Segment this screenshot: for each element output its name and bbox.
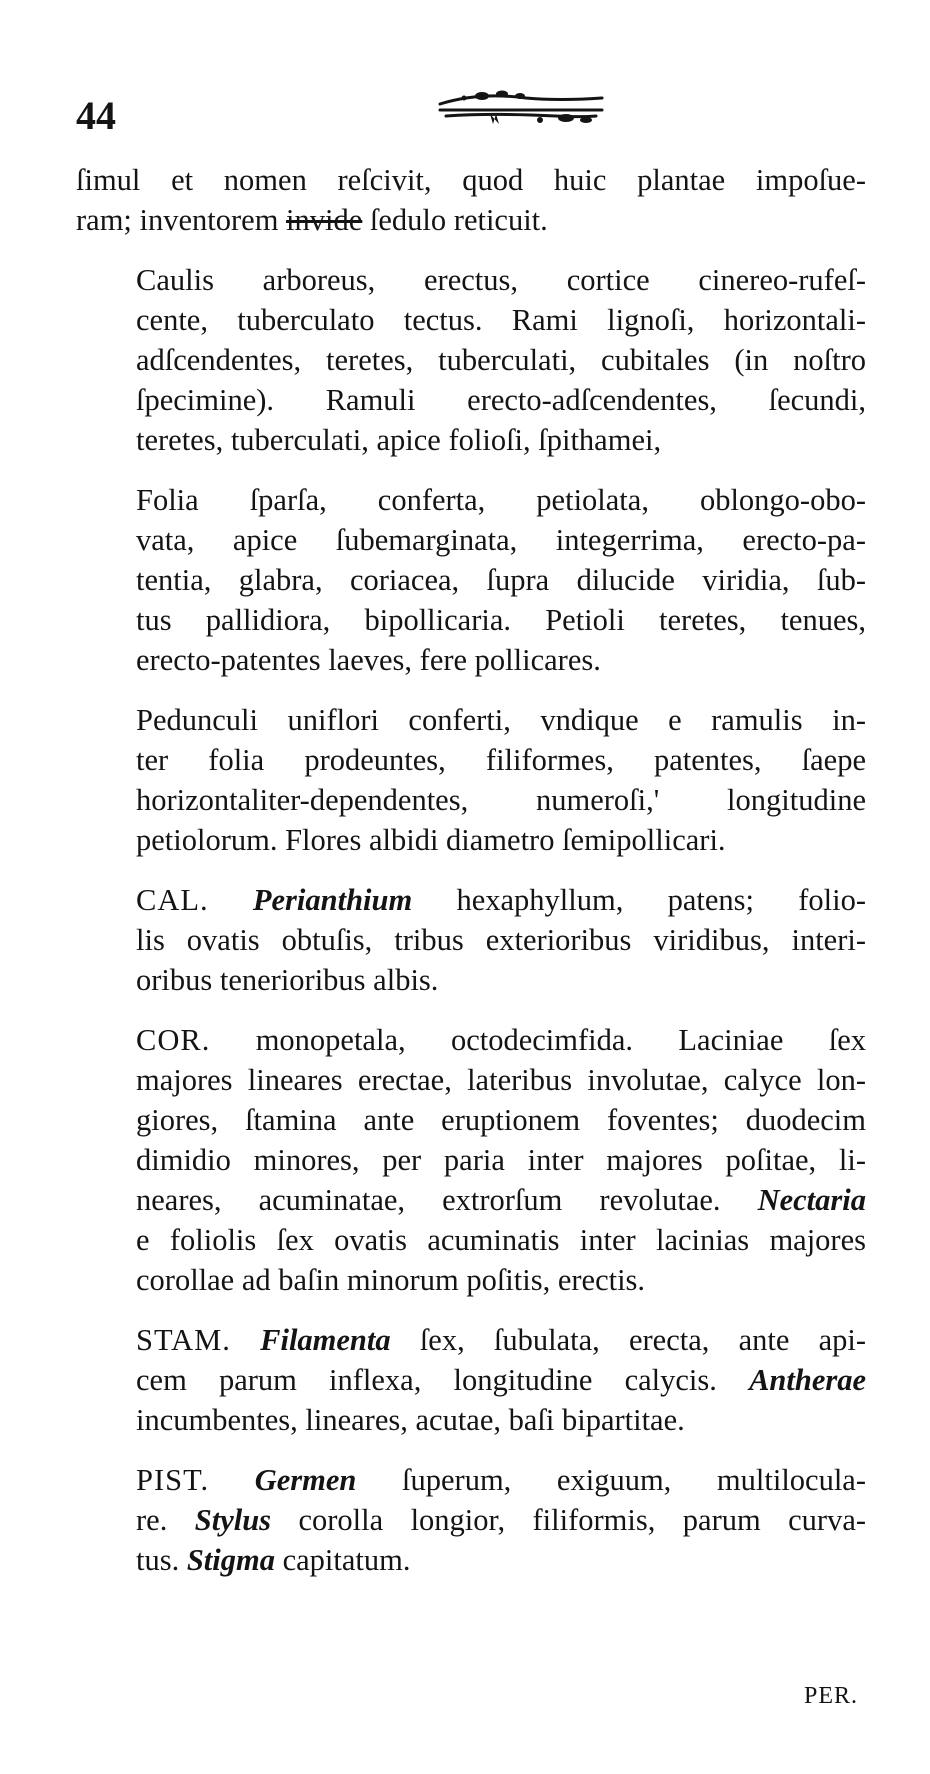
body-text [76, 160, 866, 1600]
paragraph-cor [76, 1020, 866, 1300]
text-line: oribus tenerioribus albis. [136, 963, 439, 997]
text-line: tentia, glabra, coriacea, ſupra dilucide viridia, ſub- [136, 563, 866, 597]
text-segment: hexaphyllum, patens; folio- [412, 883, 867, 917]
section-label: COR. [136, 1023, 211, 1057]
text-line [76, 1020, 866, 1060]
text-line: erecto-patentes laeves, fere pollicares. [136, 643, 601, 677]
text-line: ſpecimine). Ramuli erecto-adſcendentes, ſecundi, [136, 383, 866, 417]
page-number: 44 [76, 93, 116, 138]
text-line: tus pallidiora, bipollicaria. Petioli teretes, tenues, [136, 603, 866, 637]
text-segment: ſex, ſubulata, erecta, ante api- [390, 1323, 866, 1357]
text-segment: corolla longior, filiformis, parum curva- [271, 1503, 867, 1537]
text-segment: cem parum inflexa, longitudine calycis. [136, 1363, 717, 1397]
text-line: lis ovatis obtuſis, tribus exterioribus viridibus, interi- [136, 923, 866, 957]
paragraph-1 [76, 160, 866, 240]
term: Nectaria [757, 1183, 866, 1217]
text-line: horizontaliter-dependentes, numeroſi,' longitudine [136, 783, 866, 817]
section-label: STAM. [136, 1323, 231, 1357]
text-line [76, 1360, 866, 1400]
struck-word: invide [286, 203, 363, 237]
text-segment: capitatum. [274, 1543, 411, 1577]
text-line: petiolorum. Flores albidi diametro ſemipollicari. [136, 823, 726, 857]
section-label: PIST. [136, 1463, 210, 1497]
text-segment: neares, acuminatae, extrorſum revolutae. [136, 1183, 721, 1217]
text-line [76, 1460, 866, 1500]
term: Perianthium [252, 883, 413, 917]
text-segment: tus. [136, 1543, 180, 1577]
text-line: Folia ſparſa, conferta, petiolata, oblongo-obo- [136, 483, 866, 517]
text-line: incumbentes, lineares, acutae, baſi bipartitae. [136, 1403, 685, 1437]
term: Filamenta [260, 1323, 391, 1357]
text-line: dimidio minores, per paria inter majores poſitae, li- [136, 1143, 866, 1177]
catchword: PER. [803, 1683, 858, 1709]
text-line: Caulis arboreus, erectus, cortice cinereo-rufeſ- [136, 263, 866, 297]
paragraph-caulis [76, 260, 866, 460]
term: Antherae [749, 1363, 867, 1397]
text-line [76, 880, 866, 920]
text-line [76, 1540, 866, 1580]
text-line: majores lineares erectae, lateribus involutae, calyce lon- [136, 1063, 866, 1097]
text-line: vata, apice ſubemarginata, integerrima, erecto-pa- [136, 523, 866, 557]
text-line: ter folia prodeuntes, filiformes, patentes, ſaepe [136, 743, 866, 777]
paragraph-stam [76, 1320, 866, 1440]
text-line: teretes, tuberculati, apice folioſi, ſpithamei, [136, 423, 662, 457]
floral-rule-ornament-icon [436, 84, 606, 130]
text-line: Pedunculi uniflori conferti, vndique e ramulis in- [136, 703, 866, 737]
paragraph-cal [76, 880, 866, 1000]
text-segment: ſuperum, exiguum, multilocula- [356, 1463, 867, 1497]
text-segment: re. [136, 1503, 168, 1537]
text-line: e foliolis ſex ovatis acuminatis inter lacinias majores [136, 1223, 866, 1257]
text-line [76, 1500, 866, 1540]
text-line: corollae ad baſin minorum poſitis, erectis. [136, 1263, 646, 1297]
term: Stigma [186, 1543, 275, 1577]
term: Germen [254, 1463, 357, 1497]
text-line: adſcendentes, teretes, tuberculati, cubitales (in noſtro [136, 343, 866, 377]
paragraph-pist [76, 1460, 866, 1580]
paragraph-folia [76, 480, 866, 680]
paragraph-pedunculi [76, 700, 866, 860]
text-line: cente, tuberculato tectus. Rami lignoſi, horizontali- [136, 303, 866, 337]
text-line: giores, ſtamina ante eruptionem foventes; duodecim [136, 1103, 866, 1137]
section-label: CAL. [136, 883, 209, 917]
text-line: ſimul et nomen reſcivit, quod huic plantae impoſue- [76, 163, 866, 197]
text-segment: monopetala, octodecimfida. Laciniae ſex [210, 1023, 866, 1057]
text-line [76, 1320, 866, 1360]
text-line: ram; inventorem invide ſedulo reticuit. [76, 203, 548, 237]
term: Stylus [194, 1503, 272, 1537]
text-line [76, 1180, 866, 1220]
